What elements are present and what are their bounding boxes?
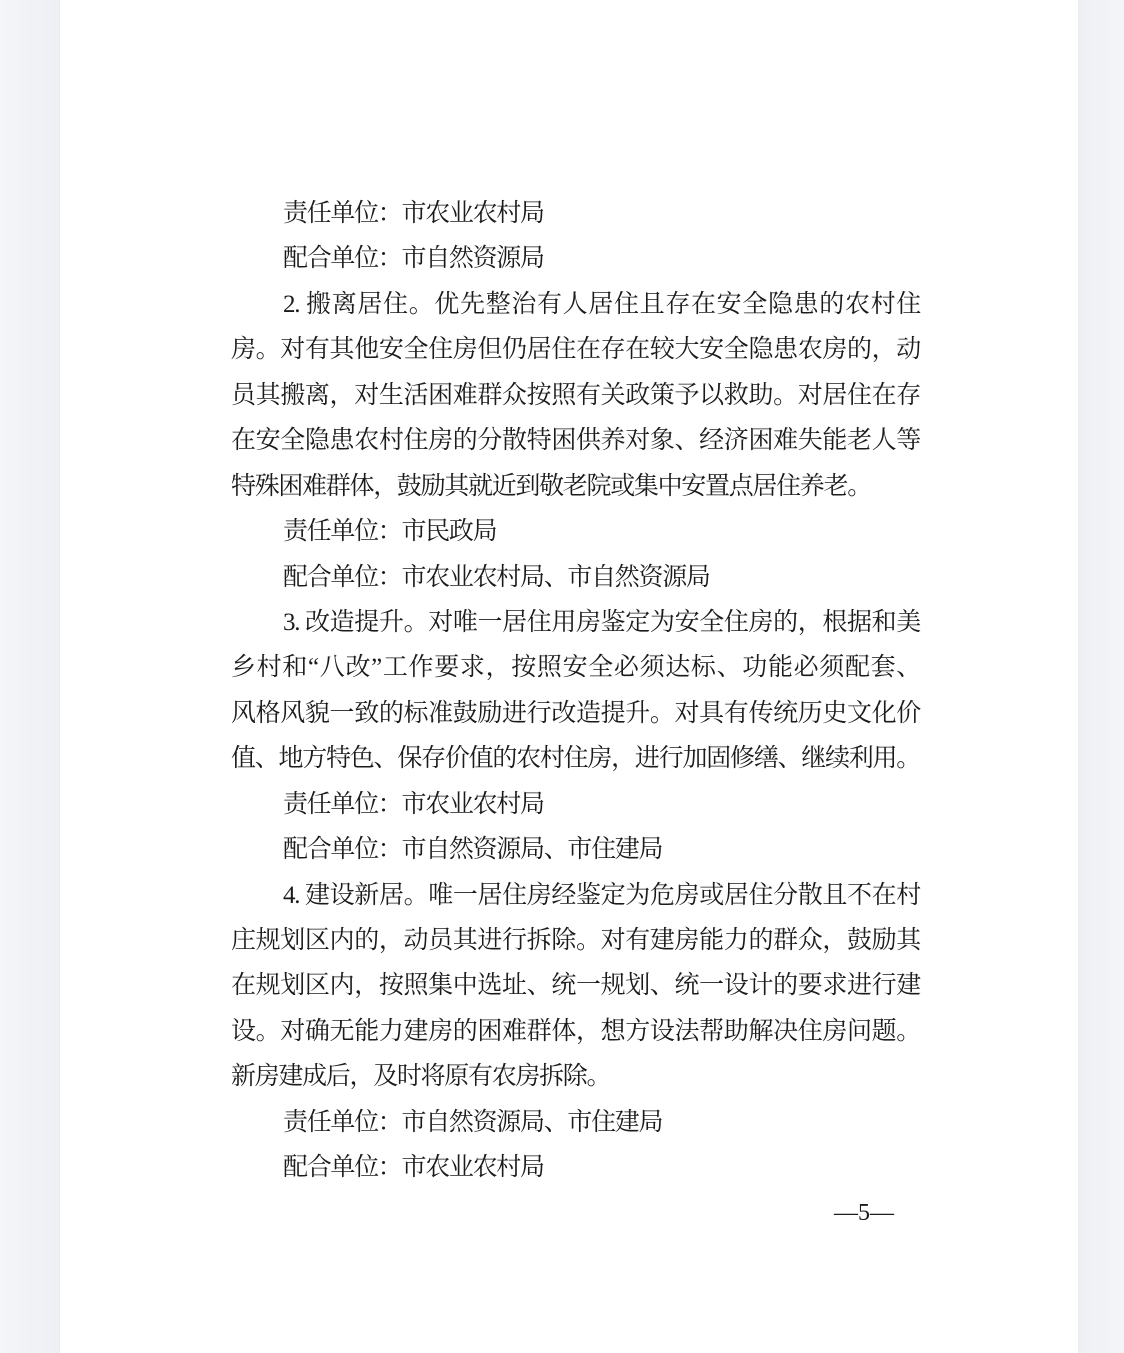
right-page-gutter (1078, 0, 1124, 1353)
left-page-gutter (0, 0, 60, 1353)
doc-line: 新房建成后，及时将原有农房拆除。 (231, 1063, 611, 1091)
doc-line-responsible-unit: 责任单位：市农业农村局 (283, 790, 544, 818)
doc-line: 员其搬离，对生活困难群众按照有关政策予以救助。对居住在存 (231, 381, 920, 409)
doc-line: 庄规划区内的，动员其进行拆除。对有建房能力的群众，鼓励其 (231, 927, 920, 954)
doc-line: 特殊困难群体，鼓励其就近到敬老院或集中安置点居住养老。 (231, 472, 871, 500)
doc-line-cooperating-unit: 配合单位：市自然资源局 (283, 245, 544, 273)
doc-line-item3-start: 3. 改造提升。对唯一居住用房鉴定为安全住房的，根据和美 (283, 608, 920, 636)
doc-line: 房。对有其他安全住房但仍居住在存在较大安全隐患农房的，动 (231, 336, 920, 364)
doc-line-responsible-unit: 责任单位：市农业农村局 (283, 200, 544, 227)
document-text-block (231, 191, 920, 1236)
doc-line: 乡村和“八改”工作要求，按照安全必须达标、功能必须配套、 (231, 654, 920, 682)
doc-line-cooperating-unit: 配合单位：市自然资源局、市住建局 (283, 836, 663, 864)
page-number: —5— (834, 1199, 894, 1226)
doc-line-cooperating-unit: 配合单位：市农业农村局、市自然资源局 (283, 563, 710, 591)
doc-line-responsible-unit: 责任单位：市自然资源局、市住建局 (283, 1108, 663, 1136)
doc-line: 在安全隐患农村住房的分散特困供养对象、经济困难失能老人等 (231, 427, 920, 455)
doc-line: 值、地方特色、保存价值的农村住房，进行加固修缮、继续利用。 (231, 745, 920, 773)
doc-line-cooperating-unit: 配合单位：市农业农村局 (283, 1154, 544, 1182)
doc-line: 风格风貌一致的标准鼓励进行改造提升。对具有传统历史文化价 (231, 699, 920, 727)
doc-line-item2-start: 2. 搬离居住。优先整治有人居住且存在安全隐患的农村住 (283, 290, 920, 318)
doc-line: 设。对确无能力建房的困难群体，想方设法帮助解决住房问题。 (231, 1017, 920, 1045)
doc-line: 在规划区内，按照集中选址、统一规划、统一设计的要求进行建 (231, 972, 920, 1000)
document-page (60, 0, 1078, 1353)
doc-line-responsible-unit: 责任单位：市民政局 (283, 518, 497, 546)
doc-line-item4-start: 4. 建设新居。唯一居住房经鉴定为危房或居住分散且不在村 (283, 881, 920, 909)
